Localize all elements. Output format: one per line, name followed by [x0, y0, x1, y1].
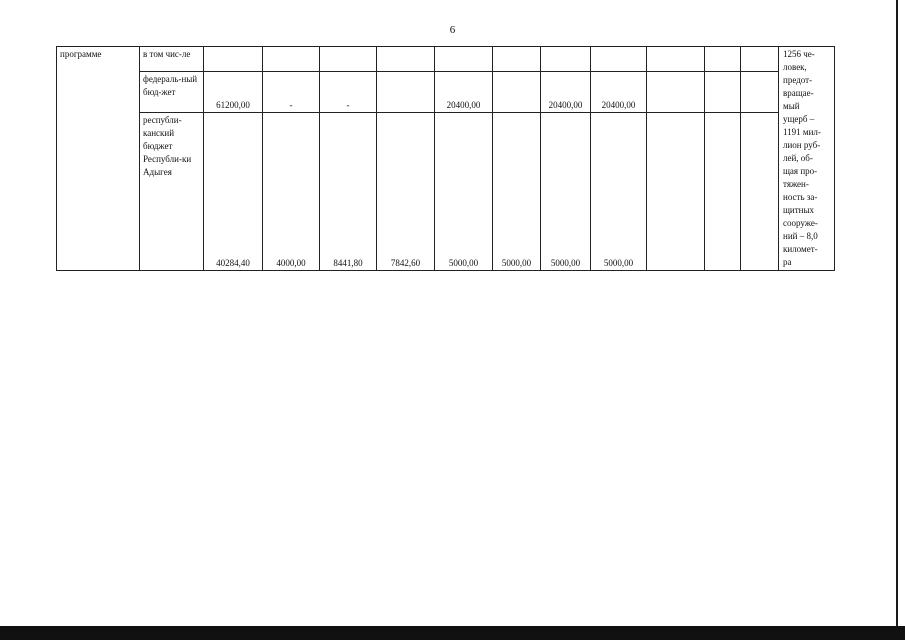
scan-bottom-border	[0, 626, 905, 640]
value-cell: 20400,00	[591, 71, 647, 113]
result-line: лион руб-	[783, 140, 821, 150]
result-line: сооруже-	[783, 218, 818, 228]
value-cell: 7842,60	[377, 113, 435, 271]
result-description	[779, 47, 835, 271]
value-cell: 20400,00	[541, 71, 591, 113]
value-cell	[647, 113, 705, 271]
value-cell	[705, 71, 741, 113]
result-line: щитных	[783, 205, 815, 215]
value-cell: 5000,00	[435, 113, 493, 271]
source-label: федераль-ный бюд-жет	[140, 71, 204, 113]
value-cell: 20400,00	[435, 71, 493, 113]
source-label: в том чис-ле	[140, 47, 204, 72]
result-line: ловек,	[783, 62, 807, 72]
value-cell: 5000,00	[493, 113, 541, 271]
result-line: ность за-	[783, 192, 818, 202]
value-cell	[541, 47, 591, 72]
result-line: километ-	[783, 244, 818, 254]
value-cell	[741, 113, 779, 271]
value-cell	[647, 71, 705, 113]
scan-page-edge	[896, 0, 898, 626]
result-line: ущерб –	[783, 114, 815, 124]
value-cell	[647, 47, 705, 72]
value-cell	[263, 47, 320, 72]
value-cell	[741, 71, 779, 113]
result-line: предот-	[783, 75, 813, 85]
value-cell: 5000,00	[541, 113, 591, 271]
result-line: 1191 мил-	[783, 127, 821, 137]
result-line: ра	[783, 257, 792, 267]
source-label: республи-канский бюджет Республи-ки Адыгея	[140, 113, 204, 271]
value-cell: 4000,00	[263, 113, 320, 271]
value-cell	[377, 47, 435, 72]
result-line: щая про-	[783, 166, 818, 176]
page-number: 6	[449, 24, 456, 36]
value-cell	[493, 47, 541, 72]
value-cell: -	[263, 71, 320, 113]
value-cell: -	[320, 71, 377, 113]
value-cell	[377, 71, 435, 113]
table-row	[57, 71, 835, 113]
result-line: 1256 че-	[783, 49, 815, 59]
value-cell	[591, 47, 647, 72]
table-row	[57, 47, 835, 72]
result-line: мый	[783, 101, 800, 111]
value-cell: 5000,00	[591, 113, 647, 271]
value-cell: 61200,00	[204, 71, 263, 113]
value-cell	[741, 47, 779, 72]
result-line: лей, об-	[783, 153, 813, 163]
result-line: ний – 8,0	[783, 231, 818, 241]
value-cell	[705, 47, 741, 72]
value-cell	[435, 47, 493, 72]
value-cell	[320, 47, 377, 72]
value-cell: 40284,40	[204, 113, 263, 271]
value-cell	[204, 47, 263, 72]
program-funding-table	[56, 46, 835, 271]
value-cell: 8441,80	[320, 113, 377, 271]
value-cell	[705, 113, 741, 271]
result-line: тяжен-	[783, 179, 809, 189]
program-cell: программе	[57, 47, 140, 271]
table-row	[57, 113, 835, 271]
result-line: вращае-	[783, 88, 814, 98]
value-cell	[493, 71, 541, 113]
